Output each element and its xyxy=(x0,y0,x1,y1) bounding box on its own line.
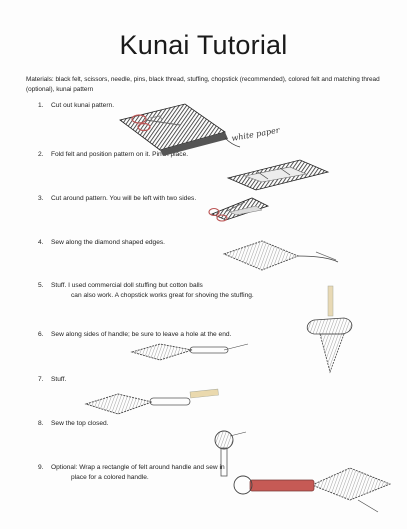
step-number: 8. xyxy=(38,420,44,427)
step-number: 6. xyxy=(38,331,44,338)
step-number: 7. xyxy=(38,376,44,383)
colored-handle-drawing xyxy=(234,468,390,512)
stuffed-handle-drawing xyxy=(86,389,218,414)
step-text: Sew the top closed. xyxy=(51,420,109,427)
step-number: 1. xyxy=(38,102,44,109)
folded-felt-pattern-drawing xyxy=(228,160,328,190)
step-text-continued: can also work. A chopstick works great for shoving the stuffing. xyxy=(71,291,254,299)
step-text-continued: place for a colored handle. xyxy=(71,473,149,481)
page-title: Kunai Tutorial xyxy=(119,30,288,60)
closed-top-drawing xyxy=(215,431,246,476)
black-felt-scissors-drawing xyxy=(120,104,228,156)
materials-list: Materials: black felt, scissors, needle, pins, black thread, stuffing, chopstick (recommended), colored felt and matching thread (optional), kunai pattern xyxy=(26,76,380,93)
step-number: 4. xyxy=(38,239,44,246)
step-text: Stuff. I used commercial doll stuffing but cotton balls xyxy=(51,282,203,289)
step-text: Sew along sides of handle; be sure to leave a hole at the end. xyxy=(51,331,232,338)
step-text: Stuff. xyxy=(51,376,67,383)
step-number: 3. xyxy=(38,195,44,202)
handle-wrap xyxy=(250,480,314,491)
cut-pattern-drawing xyxy=(209,198,268,221)
step-number: 5. xyxy=(38,282,44,289)
step-text: Optional: Wrap a rectangle of felt around handle and sew in xyxy=(51,464,225,471)
step-text: Cut around pattern. You will be left with two sides. xyxy=(51,195,197,202)
sewn-handle-drawing xyxy=(132,344,248,360)
white-paper-handwritten-note xyxy=(225,125,281,147)
step-text: Cut out kunai pattern. xyxy=(51,102,115,109)
step-number: 2. xyxy=(38,151,44,158)
sewn-blade-drawing xyxy=(224,241,338,270)
stuffing-chopstick-drawing xyxy=(307,286,352,372)
step-text: Sew along the diamond shaped edges. xyxy=(51,239,166,246)
step-number: 9. xyxy=(38,464,44,471)
step-text: Fold felt and position pattern on it. Pin in place. xyxy=(51,151,189,158)
handwritten-note-text: white paper xyxy=(230,125,281,143)
